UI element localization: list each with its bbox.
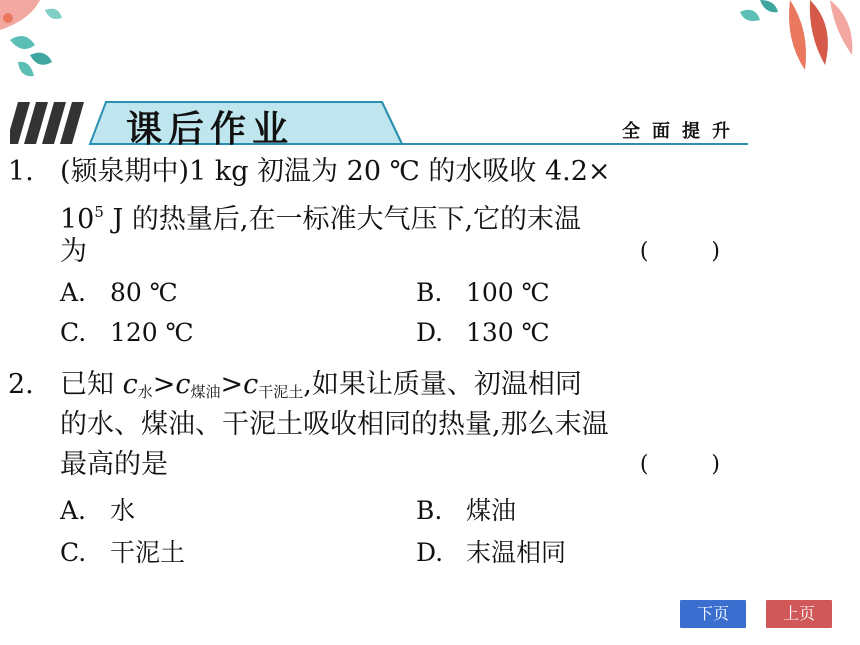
question-text: 10 bbox=[60, 204, 95, 235]
symbol-c: c bbox=[243, 369, 259, 400]
symbol-c: c bbox=[122, 369, 138, 400]
option-text: 130 ℃ bbox=[466, 318, 550, 347]
question-text: 为 bbox=[60, 236, 87, 267]
subscript: 干泥土 bbox=[258, 383, 304, 401]
leaf-decoration-icon bbox=[0, 0, 80, 90]
option-key: D. bbox=[416, 538, 444, 567]
option-d bbox=[416, 316, 550, 350]
greater-than: > bbox=[152, 369, 176, 400]
option-key: A. bbox=[60, 496, 87, 525]
question-text: (颍泉期中)1 kg 初温为 20 ℃ 的水吸收 4.2× bbox=[60, 156, 611, 187]
answer-blank: ( ) bbox=[639, 452, 748, 477]
question-number: 1. bbox=[8, 156, 34, 187]
section-banner bbox=[10, 100, 748, 150]
question-number: 2. bbox=[8, 369, 34, 400]
option-c bbox=[60, 536, 185, 570]
option-c bbox=[60, 316, 194, 350]
option-text: 120 ℃ bbox=[110, 318, 194, 347]
section-subtitle: 全面提升 bbox=[622, 121, 742, 142]
answer-blank: ( ) bbox=[639, 239, 748, 264]
option-a bbox=[60, 494, 135, 528]
option-b bbox=[416, 494, 516, 528]
leaf-decoration-icon bbox=[730, 0, 860, 75]
option-text: 干泥土 bbox=[110, 538, 186, 567]
option-key: D. bbox=[416, 318, 444, 347]
greater-than: > bbox=[220, 369, 244, 400]
option-key: C. bbox=[60, 318, 87, 347]
symbol-c: c bbox=[175, 369, 191, 400]
option-key: C. bbox=[60, 538, 87, 567]
option-text: 水 bbox=[110, 496, 136, 525]
next-page-button[interactable]: 下页 bbox=[680, 600, 746, 628]
option-b bbox=[416, 276, 550, 310]
section-title: 课后作业 bbox=[126, 108, 295, 150]
option-text: 末温相同 bbox=[466, 538, 567, 567]
option-text: 100 ℃ bbox=[466, 278, 550, 307]
option-key: A. bbox=[60, 278, 87, 307]
question-text: 最高的是 bbox=[60, 449, 168, 480]
option-text: 煤油 bbox=[466, 496, 517, 525]
question-2 bbox=[8, 365, 748, 485]
option-text: 80 ℃ bbox=[110, 278, 178, 307]
prev-page-button[interactable]: 上页 bbox=[766, 600, 832, 628]
question-text: ,如果让质量、初温相同 bbox=[303, 369, 582, 400]
option-key: B. bbox=[416, 278, 443, 307]
question-text: 的水、煤油、干泥土吸收相同的热量,那么末温 bbox=[60, 409, 609, 440]
question-1 bbox=[8, 152, 748, 272]
subscript: 水 bbox=[137, 383, 153, 401]
option-a bbox=[60, 276, 178, 310]
question-text: 已知 bbox=[60, 369, 123, 400]
exponent: 5 bbox=[94, 203, 104, 221]
option-d bbox=[416, 536, 566, 570]
option-key: B. bbox=[416, 496, 443, 525]
subscript: 煤油 bbox=[190, 383, 221, 401]
question-text: J 的热量后,在一标准大气压下,它的末温 bbox=[103, 204, 582, 235]
